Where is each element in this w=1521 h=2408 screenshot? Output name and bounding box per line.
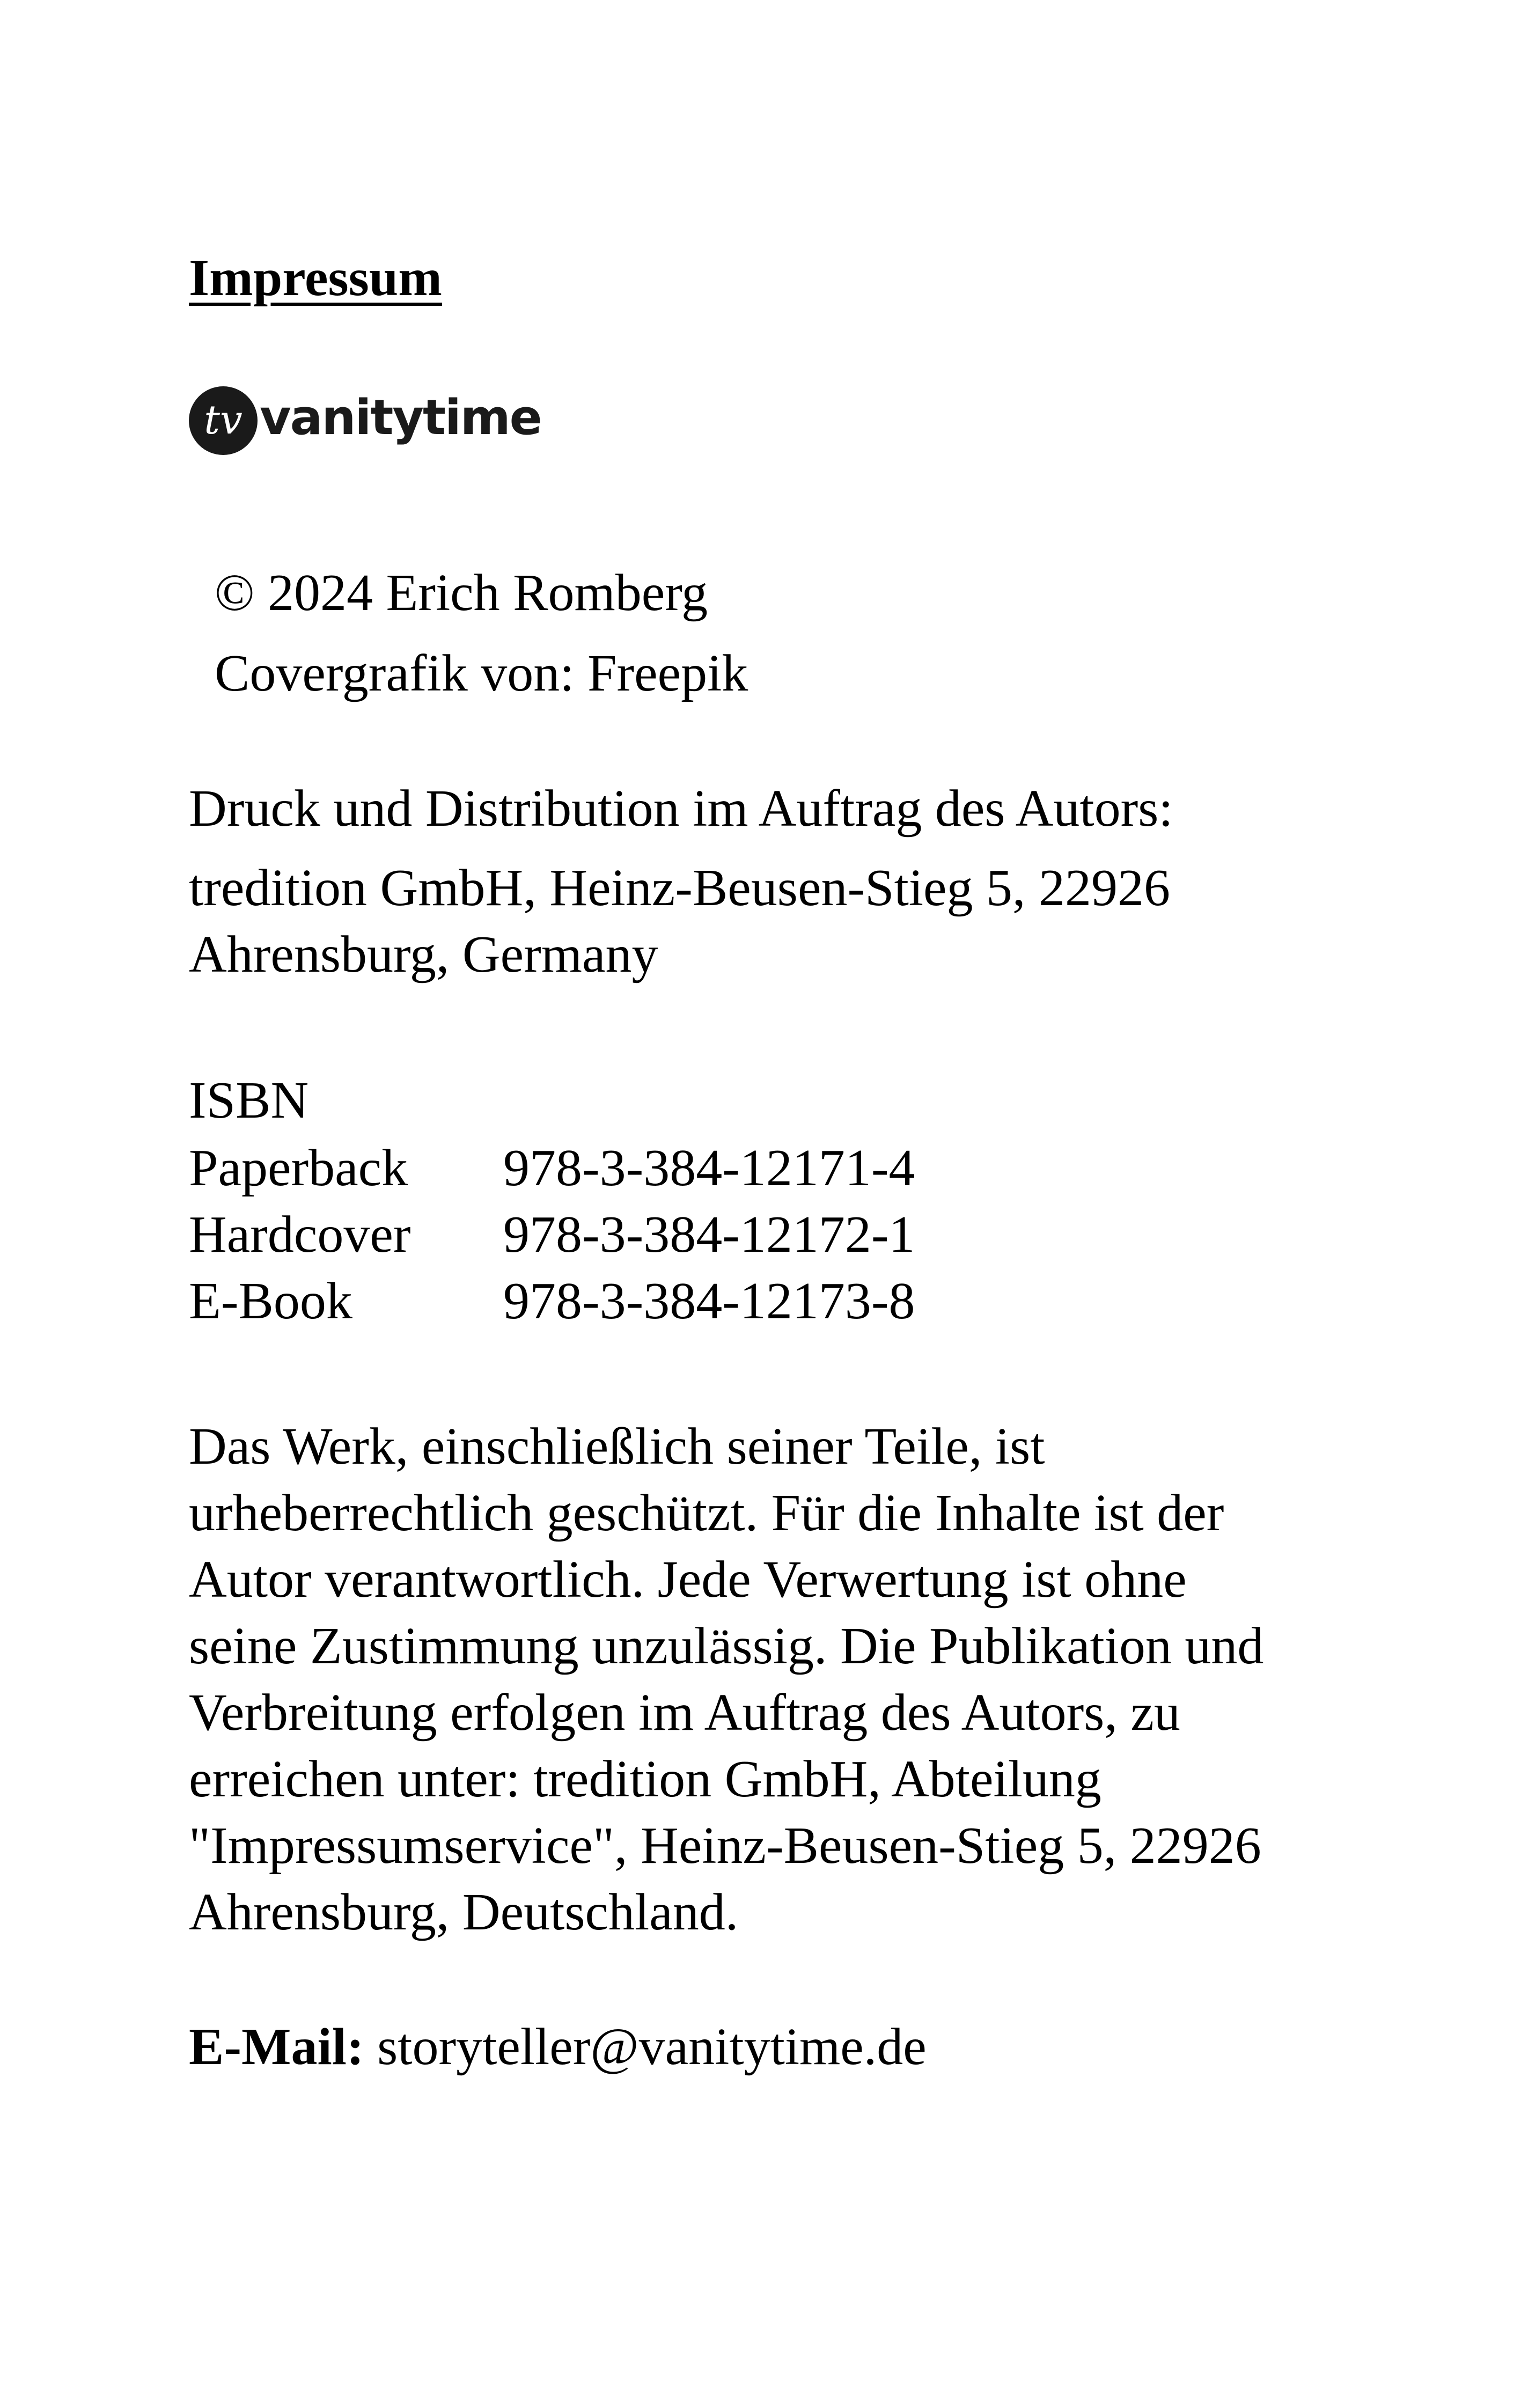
isbn-row xyxy=(189,1139,915,1197)
tv-monogram-icon xyxy=(189,386,258,455)
legal-line: seine Zustimmung unzulässig. Die Publikation und xyxy=(189,1617,1264,1675)
legal-notice xyxy=(189,1413,1342,1946)
legal-line: Autor verantwortlich. Jede Verwertung ist ohne xyxy=(189,1551,1187,1609)
publisher-logo xyxy=(189,386,541,455)
printing-address-line: tredition GmbH, Heinz-Beusen-Stieg 5, 22926 xyxy=(189,859,1171,917)
isbn-row xyxy=(189,1272,915,1330)
legal-line: "Impressumservice", Heinz-Beusen-Stieg 5, 22926 xyxy=(189,1817,1261,1875)
printing-address-line: Ahrensburg, Germany xyxy=(189,926,658,983)
isbn-number: 978-3-384-12173-8 xyxy=(503,1272,915,1330)
legal-line: Ahrensburg, Deutschland. xyxy=(189,1883,739,1941)
legal-line: Verbreitung erfolgen im Auftrag des Autors, zu xyxy=(189,1684,1180,1742)
contact-line xyxy=(189,2018,927,2076)
isbn-format: Hardcover xyxy=(189,1206,411,1264)
isbn-label: ISBN xyxy=(189,1071,309,1129)
isbn-row xyxy=(189,1206,915,1264)
email-address: storyteller@vanitytime.de xyxy=(377,2018,927,2076)
isbn-number: 978-3-384-12172-1 xyxy=(503,1206,915,1264)
isbn-number: 978-3-384-12171-4 xyxy=(503,1139,915,1197)
copyright-line: © 2024 Erich Romberg xyxy=(215,564,708,622)
printing-label: Druck und Distribution im Auftrag des Autors: xyxy=(189,780,1173,838)
email-label: E-Mail: xyxy=(189,2018,364,2076)
legal-line: urheberrechtlich geschützt. Für die Inhalte ist der xyxy=(189,1484,1224,1542)
page-title: Impressum xyxy=(189,249,442,307)
legal-line: erreichen unter: tredition GmbH, Abteilung xyxy=(189,1750,1101,1808)
isbn-format: E-Book xyxy=(189,1272,352,1330)
cover-credit: Covergrafik von: Freepik xyxy=(215,644,748,702)
logo-wordmark: vanitytime xyxy=(260,389,541,446)
logo-monogram: tv xyxy=(204,397,243,443)
legal-line: Das Werk, einschließlich seiner Teile, ist xyxy=(189,1418,1045,1475)
isbn-format: Paperback xyxy=(189,1139,408,1197)
